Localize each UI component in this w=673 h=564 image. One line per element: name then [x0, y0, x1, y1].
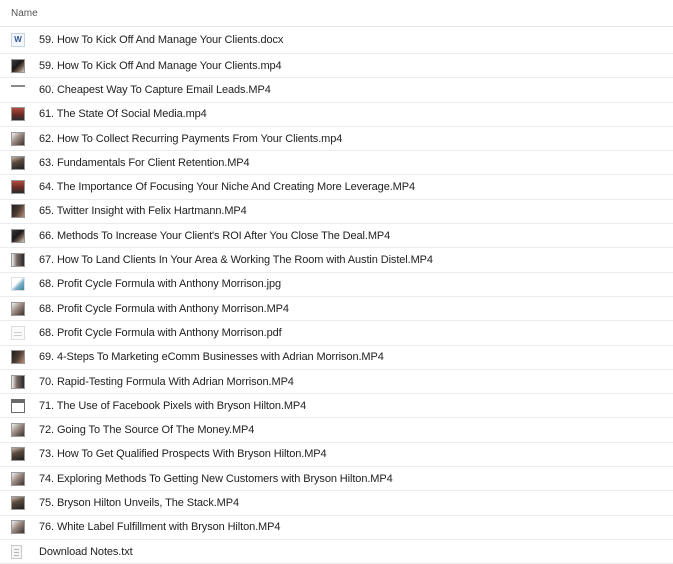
file-row[interactable] [0, 200, 673, 224]
video-thumbnail-icon [11, 496, 25, 510]
file-name[interactable]: 67. How To Land Clients In Your Area & Working The Room with Austin Distel.MP4 [39, 254, 433, 267]
video-thumbnail-icon [11, 375, 25, 389]
video-thumbnail-icon [11, 423, 25, 437]
file-name[interactable]: 75. Bryson Hilton Unveils, The Stack.MP4 [39, 496, 239, 509]
file-row[interactable] [0, 346, 673, 370]
file-row[interactable] [0, 54, 673, 78]
pdf-file-icon [11, 326, 25, 340]
video-thumbnail-icon [11, 59, 25, 73]
file-row[interactable] [0, 443, 673, 467]
file-name[interactable]: 59. How To Kick Off And Manage Your Clients.mp4 [39, 59, 282, 72]
file-row[interactable] [0, 491, 673, 515]
video-thumbnail-icon [11, 180, 25, 194]
video-thumbnail-icon [11, 229, 25, 243]
file-name[interactable]: 62. How To Collect Recurring Payments From Your Clients.mp4 [39, 132, 343, 145]
file-row[interactable] [0, 297, 673, 321]
file-name[interactable]: 64. The Importance Of Focusing Your Niche And Creating More Leverage.MP4 [39, 181, 415, 194]
file-row[interactable] [0, 418, 673, 442]
file-rows [0, 27, 673, 564]
file-name[interactable]: Download Notes.txt [39, 545, 133, 558]
file-name[interactable]: 61. The State Of Social Media.mp4 [39, 108, 207, 121]
video-thumbnail-icon [11, 302, 25, 316]
text-file-icon [11, 545, 22, 559]
file-name[interactable]: 59. How To Kick Off And Manage Your Clients.docx [39, 34, 284, 46]
file-row[interactable] [0, 127, 673, 151]
file-row[interactable] [0, 540, 673, 564]
name-column-header[interactable]: Name [11, 7, 38, 19]
file-row[interactable] [0, 224, 673, 248]
file-row[interactable] [0, 394, 673, 418]
file-name[interactable]: 65. Twitter Insight with Felix Hartmann.MP4 [39, 205, 247, 218]
file-row[interactable] [0, 321, 673, 345]
file-name[interactable]: 71. The Use of Facebook Pixels with Bryson Hilton.MP4 [39, 399, 307, 412]
video-thumbnail-icon [11, 253, 25, 267]
file-row[interactable] [0, 27, 673, 54]
file-name[interactable]: 72. Going To The Source Of The Money.MP4 [39, 424, 255, 437]
file-name[interactable]: 60. Cheapest Way To Capture Email Leads.MP4 [39, 83, 271, 96]
video-thumbnail-icon [11, 472, 25, 486]
file-name[interactable]: 69. 4-Steps To Marketing eComm Businesses with Adrian Morrison.MP4 [39, 351, 384, 364]
file-row[interactable] [0, 516, 673, 540]
file-row[interactable] [0, 370, 673, 394]
video-thumbnail-icon [11, 156, 25, 170]
file-row[interactable] [0, 248, 673, 272]
browser-window-icon [11, 399, 25, 413]
file-name[interactable]: 74. Exploring Methods To Getting New Customers with Bryson Hilton.MP4 [39, 472, 393, 485]
file-row[interactable] [0, 151, 673, 175]
file-name[interactable]: 73. How To Get Qualified Prospects With Bryson Hilton.MP4 [39, 448, 327, 461]
column-header[interactable] [0, 0, 673, 27]
video-thumbnail-icon [11, 132, 25, 146]
video-thumbnail-icon [11, 520, 25, 534]
docx-file-icon [11, 33, 25, 47]
video-thumbnail-icon [11, 107, 25, 121]
file-name[interactable]: 68. Profit Cycle Formula with Anthony Morrison.MP4 [39, 302, 289, 315]
file-name[interactable]: 68. Profit Cycle Formula with Anthony Morrison.pdf [39, 326, 282, 339]
video-thumbnail-icon [11, 85, 25, 87]
file-name[interactable]: 66. Methods To Increase Your Client's ROI After You Close The Deal.MP4 [39, 229, 391, 242]
file-row[interactable] [0, 273, 673, 297]
file-name[interactable]: 63. Fundamentals For Client Retention.MP4 [39, 156, 250, 169]
image-thumbnail-icon [11, 277, 25, 291]
video-thumbnail-icon [11, 204, 25, 218]
file-row[interactable] [0, 78, 673, 102]
file-row[interactable] [0, 175, 673, 199]
file-name[interactable]: 70. Rapid-Testing Formula With Adrian Morrison.MP4 [39, 375, 294, 388]
video-thumbnail-icon [11, 350, 25, 364]
file-name[interactable]: 76. White Label Fulfillment with Bryson Hilton.MP4 [39, 521, 281, 534]
file-row[interactable] [0, 103, 673, 127]
video-thumbnail-icon [11, 447, 25, 461]
file-row[interactable] [0, 467, 673, 491]
file-name[interactable]: 68. Profit Cycle Formula with Anthony Morrison.jpg [39, 278, 281, 291]
